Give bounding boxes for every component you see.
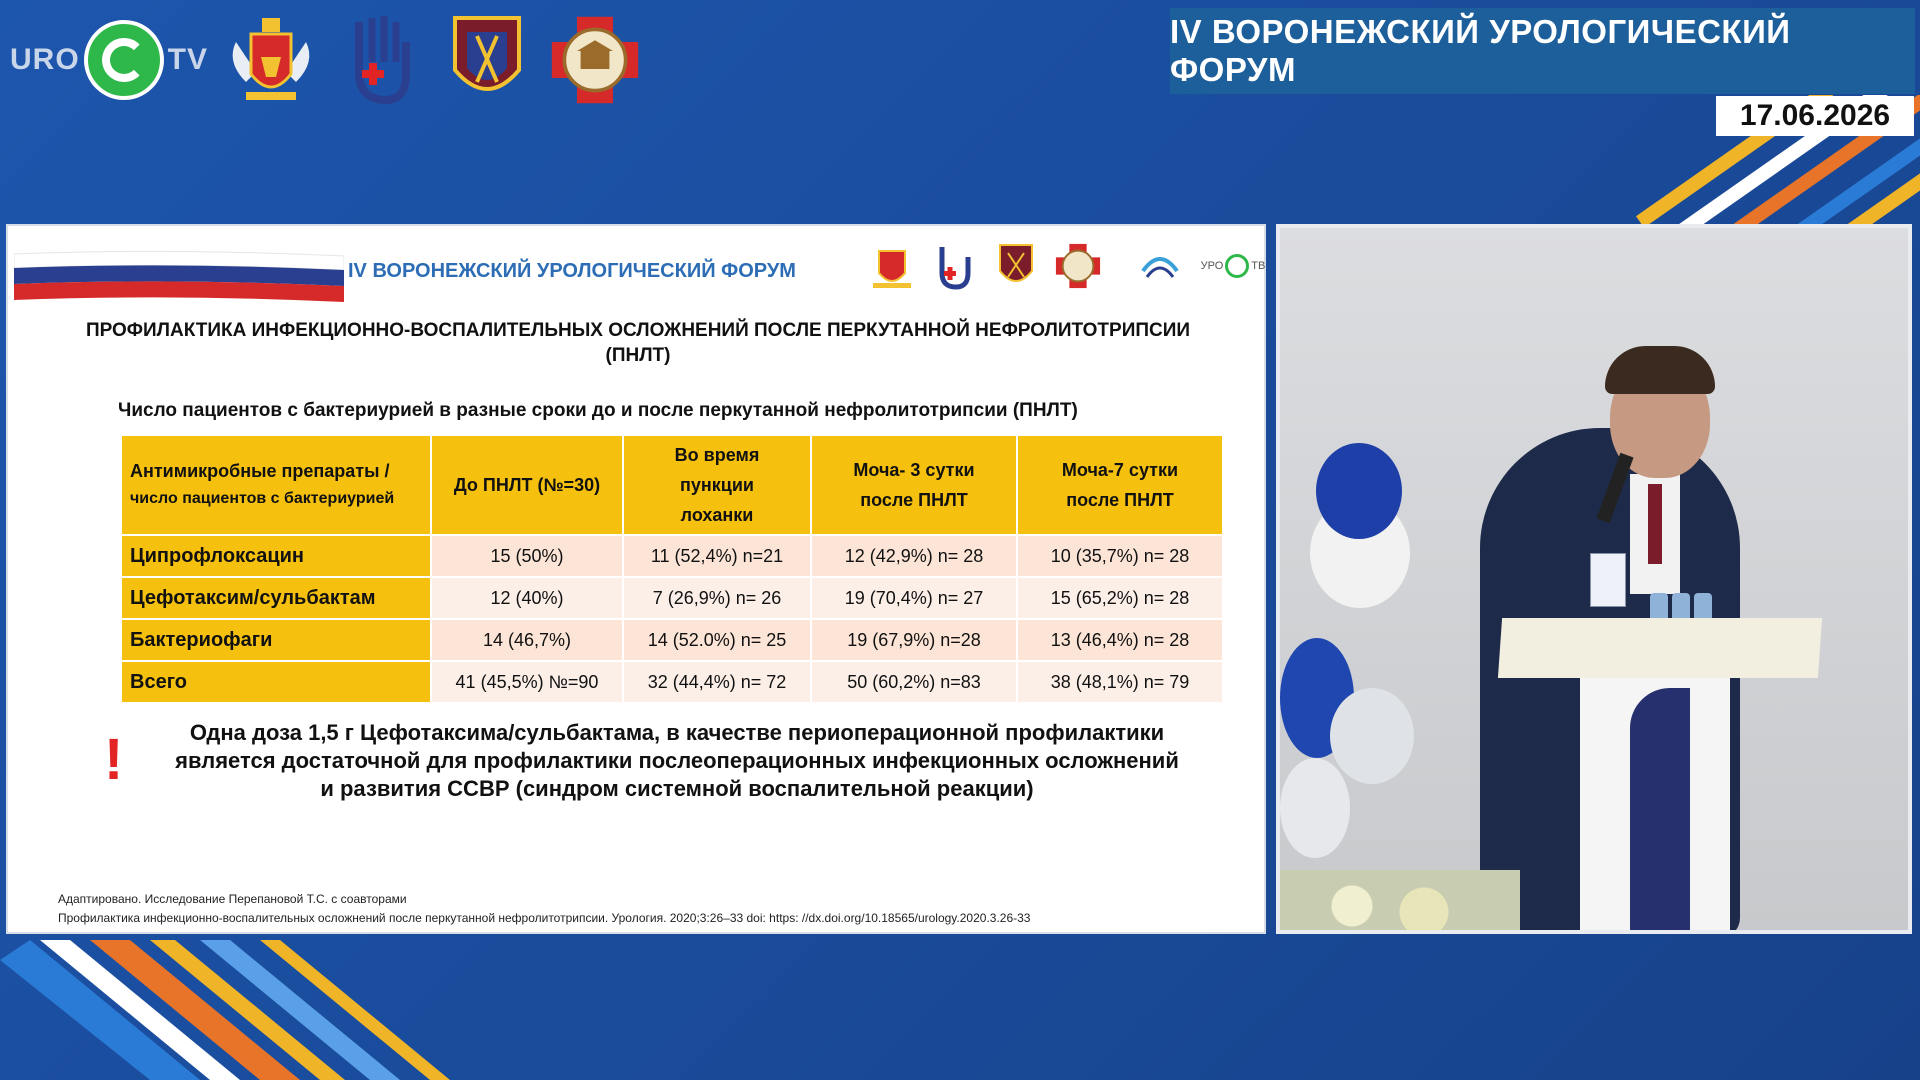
column-header-during-line3: лоханки bbox=[680, 505, 754, 525]
column-header-during bbox=[624, 436, 810, 534]
cell-day7: 15 (65,2%) n= 28 bbox=[1018, 578, 1222, 618]
hand-cross-emblem-icon bbox=[930, 240, 978, 292]
column-header-drugs bbox=[122, 436, 430, 534]
column-header-day7 bbox=[1018, 436, 1222, 534]
column-header-day3 bbox=[812, 436, 1016, 534]
table-title: Число пациентов с бактериурией в разные сроки до и после перкутанной нефролитотрипсии (ПНЛТ) bbox=[118, 400, 1078, 421]
slide-heading-line1: ПРОФИЛАКТИКА ИНФЕКЦИОННО-ВОСПАЛИТЕЛЬНЫХ ОСЛОЖНЕНИЙ ПОСЛЕ ПЕРКУТАННОЙ НЕФРОЛИТОТРИПСИИ bbox=[85, 320, 1191, 341]
speaker-video bbox=[1276, 224, 1912, 934]
cell-during: 7 (26,9%) n= 26 bbox=[624, 578, 810, 618]
column-header-drugs-line1: Антимикробные препараты / bbox=[130, 461, 390, 481]
cell-day7: 38 (48,1%) n= 79 bbox=[1018, 662, 1222, 702]
row-name: Всего bbox=[122, 662, 430, 702]
white-balloon bbox=[1280, 758, 1350, 858]
cell-before: 41 (45,5%) №=90 bbox=[432, 662, 622, 702]
voronezh-coat-of-arms-icon bbox=[868, 240, 916, 292]
urotv-logo-left-text: URO bbox=[10, 43, 80, 76]
table-header-row bbox=[122, 436, 1222, 534]
bacteriuria-table bbox=[120, 434, 1224, 704]
column-header-day7-line1: Моча-7 сутки bbox=[1061, 460, 1179, 480]
footnote-line1: Адаптировано. Исследование Перепановой Т.С. с соавторами bbox=[58, 892, 407, 906]
footnote-line2: Профилактика инфекционно-воспалительных осложнений после перкутанной нефролитотрипсии. Урология. 2020;3:26–33 doi: https: //dx.doi.org/10.18565/urology.2020.3.26-33 bbox=[58, 911, 1031, 925]
speaker-hair bbox=[1605, 346, 1715, 394]
conclusion-text bbox=[132, 719, 1222, 803]
top-logo-row bbox=[10, 10, 640, 110]
column-header-during-line1: Во время bbox=[674, 445, 760, 465]
cell-before: 14 (46,7%) bbox=[432, 620, 622, 660]
column-header-before: До ПНЛТ (№=30) bbox=[432, 436, 622, 534]
conclusion-line3: и развития ССВР (синдром системной воспалительной реакции) bbox=[320, 776, 1034, 801]
event-date: 17.06.2026 bbox=[1739, 99, 1891, 132]
cell-day7: 10 (35,7%) n= 28 bbox=[1018, 536, 1222, 576]
speaker-tie bbox=[1648, 484, 1662, 564]
table-row bbox=[122, 578, 1222, 618]
column-header-day3-line1: Моча- 3 сутки bbox=[853, 460, 975, 480]
university-seal-icon bbox=[550, 10, 640, 110]
row-name: Бактериофаги bbox=[122, 620, 430, 660]
slide-heading-line2: (ПНЛТ) bbox=[605, 345, 671, 366]
podium-top bbox=[1498, 618, 1822, 678]
row-name: Цефотаксим/сульбактам bbox=[122, 578, 430, 618]
column-header-day7-line2: после ПНЛТ bbox=[1066, 490, 1174, 510]
cell-during: 32 (44,4%) n= 72 bbox=[624, 662, 810, 702]
cell-during: 14 (52.0%) n= 25 bbox=[624, 620, 810, 660]
forum-title: IV ВОРОНЕЖСКИЙ УРОЛОГИЧЕСКИЙ ФОРУМ bbox=[1170, 13, 1791, 88]
cell-day3: 12 (42,9%) n= 28 bbox=[812, 536, 1016, 576]
small-urotv-right: ТВ bbox=[1251, 260, 1266, 272]
cell-day3: 19 (67,9%) n=28 bbox=[812, 620, 1016, 660]
white-balloon bbox=[1330, 688, 1414, 784]
conclusion-line2: является достаточной для профилактики послеоперационных инфекционных осложнений bbox=[175, 748, 1179, 773]
cell-day3: 19 (70,4%) n= 27 bbox=[812, 578, 1016, 618]
urotv-logo bbox=[10, 20, 208, 100]
exclamation-mark: ! bbox=[104, 727, 124, 792]
speaker-badge bbox=[1590, 553, 1626, 607]
hand-cross-emblem-icon bbox=[334, 10, 424, 110]
column-header-day3-line2: после ПНЛТ bbox=[860, 490, 968, 510]
column-header-during-line2: пункции bbox=[680, 475, 754, 495]
cell-day3: 50 (60,2%) n=83 bbox=[812, 662, 1016, 702]
podium-stripe bbox=[1630, 688, 1690, 934]
slide-heading bbox=[48, 318, 1228, 368]
small-urotv-circle-icon bbox=[1225, 254, 1249, 278]
voronezh-coat-of-arms-icon bbox=[226, 10, 316, 110]
cell-before: 12 (40%) bbox=[432, 578, 622, 618]
russian-flag-banner bbox=[14, 248, 344, 304]
table-row bbox=[122, 536, 1222, 576]
urology-society-shield-icon bbox=[442, 10, 532, 110]
urology-society-wave-icon bbox=[1136, 240, 1184, 292]
row-name: Ципрофлоксацин bbox=[122, 536, 430, 576]
cell-during: 11 (52,4%) n=21 bbox=[624, 536, 810, 576]
table-row bbox=[122, 620, 1222, 660]
cell-before: 15 (50%) bbox=[432, 536, 622, 576]
forum-title-banner bbox=[1170, 8, 1915, 94]
cell-day7: 13 (46,4%) n= 28 bbox=[1018, 620, 1222, 660]
urotv-logo-right-text: TV bbox=[167, 43, 209, 76]
conclusion-line1: Одна доза 1,5 г Цефотаксима/сульбактама, в качестве периоперационной профилактики bbox=[189, 720, 1165, 745]
small-urotv-logo bbox=[1198, 240, 1268, 292]
footnote bbox=[58, 890, 1030, 928]
urology-society-shield-icon bbox=[992, 240, 1040, 292]
urotv-circle-icon bbox=[84, 20, 164, 100]
date-banner bbox=[1716, 96, 1914, 136]
slide-logo-row bbox=[868, 240, 1268, 292]
blue-balloon bbox=[1316, 443, 1402, 539]
small-urotv-left: УРО bbox=[1200, 260, 1224, 272]
column-header-drugs-line2: число пациентов с бактериурией bbox=[130, 490, 395, 507]
flowers bbox=[1280, 870, 1520, 930]
presentation-slide bbox=[6, 224, 1266, 934]
table-row bbox=[122, 662, 1222, 702]
decorative-stripes-bottom bbox=[0, 940, 540, 1080]
university-seal-icon bbox=[1054, 240, 1102, 292]
slide-forum-title: IV ВОРОНЕЖСКИЙ УРОЛОГИЧЕСКИЙ ФОРУМ bbox=[348, 260, 796, 282]
